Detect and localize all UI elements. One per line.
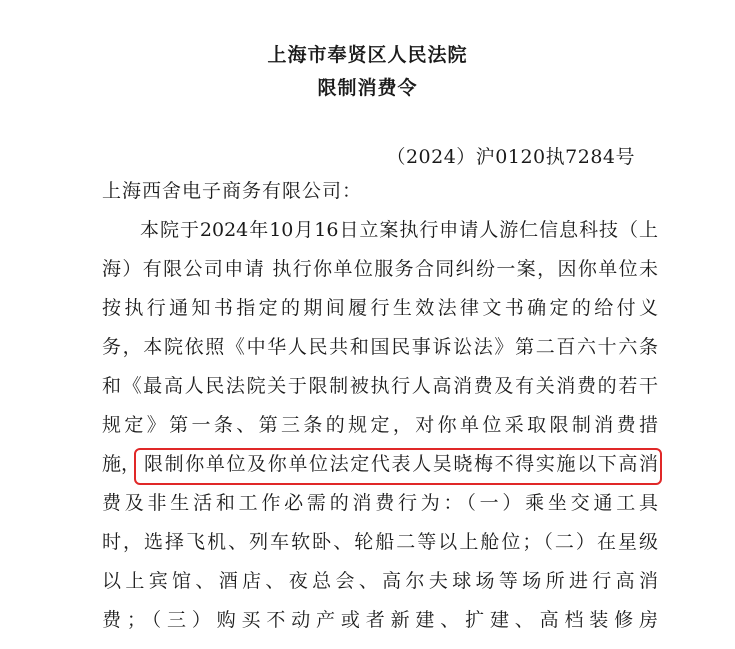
court-name: 上海市奉贤区人民法院 (267, 44, 468, 66)
paragraph-line: 规定》第一条、第三条的规定，对你单位采取限制消费措 (102, 414, 658, 436)
addressee: 上海西舍电子商务有限公司： (102, 180, 363, 202)
highlight-box (134, 448, 662, 485)
document-type: 限制消费令 (317, 77, 418, 99)
paragraph-line: 本院于2024年10月16日立案执行申请人游仁信息科技（上 (140, 219, 658, 241)
paragraph-line: 时，选择飞机、列车软卧、轮船二等以上舱位；（二）在星级 (102, 531, 658, 553)
paragraph-line: 按执行通知书指定的期间履行生效法律文书确定的给付义 (102, 297, 658, 319)
paragraph-line: 和《最高人民法院关于限制被执行人高消费及有关消费的若干 (102, 375, 658, 397)
paragraph-line: 费；（三）购买不动产或者新建、扩建、高档装修房 (102, 609, 658, 631)
paragraph-line: 费及非生活和工作必需的消费行为：（一）乘坐交通工具 (102, 492, 658, 514)
paragraph-line: 务，本院依照《中华人民共和国民事诉讼法》第二百六十六条 (102, 336, 658, 358)
paragraph-line: 海）有限公司申请 执行你单位服务合同纠纷一案，因你单位未 (102, 258, 658, 280)
paragraph-line: 以上宾馆、酒店、夜总会、高尔夫球场等场所进行高消 (102, 570, 658, 592)
highlighted-text: 限制你单位及你单位法定代表人吴晓梅不得实施以下高消 (144, 453, 658, 475)
case-number: （2024）沪0120执7284号 (386, 146, 635, 168)
paragraph-line-start: 施， (102, 453, 141, 475)
